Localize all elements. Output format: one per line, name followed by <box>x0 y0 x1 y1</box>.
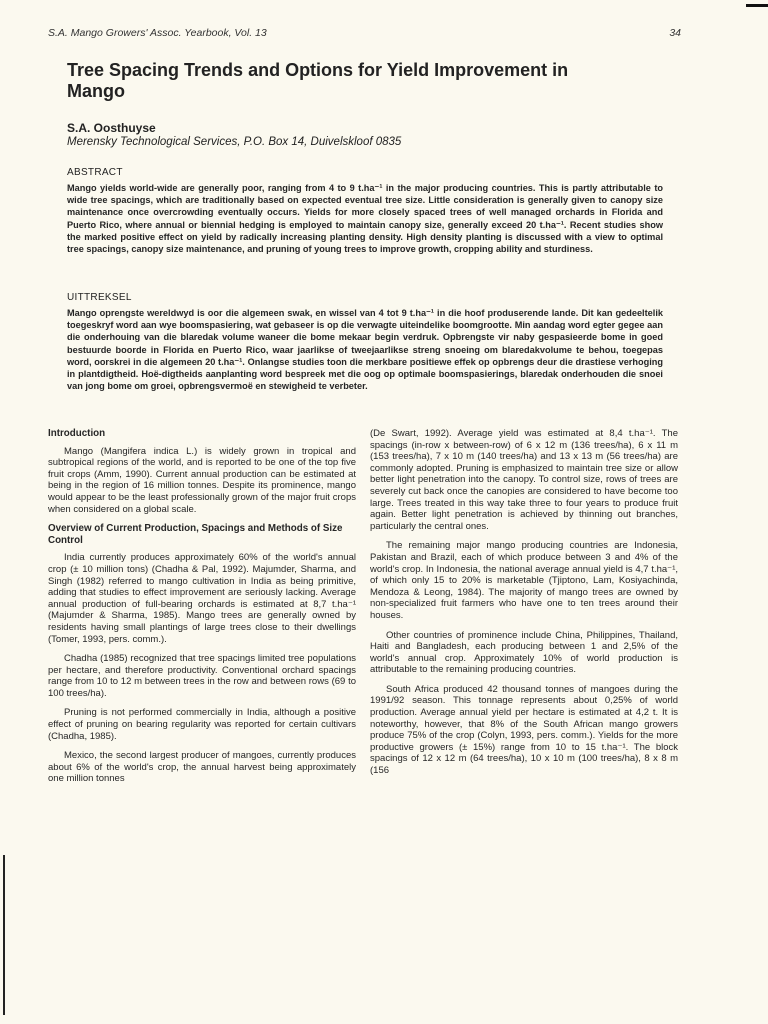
scan-mark <box>746 4 768 7</box>
right-paragraph-2: The remaining major mango producing countries are Indonesia, Pakistan and Brazil, each of which produce between 3 and 4% of the world's crop. In Indonesia, the national average annual yield is 4,7 t.ha⁻¹, of which only 15 to 20% is marketable (Tjiptono, Lam, Kosiyachinda, Mendoza & Leong, 1984). The majority of mango trees are owned by non-specialized fruit farmers who have one to ten trees around their houses. <box>370 540 678 621</box>
overview-paragraph-3: Pruning is not performed commercially in India, although a positive effect of pruning on bearing regularity was reported for certain cultivars (Chadha, 1985). <box>48 707 356 742</box>
overview-heading: Overview of Current Production, Spacings and Methods of Size Control <box>48 523 343 546</box>
left-column <box>48 428 356 793</box>
uittreksel-text: Mango oprengste wereldwyd is oor die algemeen swak, en wissel van 4 tot 9 t.ha⁻¹ in die hoof produserende lande. Dit kan gedeeltelik toegeskryf word aan wye boomspasiering, wat gebaseer is op die verwagte uiteindelike boomgrootte. Min aandag word egter gegee aan die onderhouing van die blaredak volume waneer die bome mekaar begin verdruk. Opbrengste vir naby gespasieerde bome in goed bestuurde boorde in Florida en Puerto Rico, waar jaarlikse of tweejaarlikse streng snoeing om blaredakvolume te behou, toegepas word, oorskrei in die algemeen 20 t.ha⁻¹. Onlangse studies toon die merkbare positiewe effek op opbrengs deur die drastiese verhoging in plantdigtheid. Hoë-digtheids aanplanting word bespreek met die oog op optimale boomspasierings, blaredak onderhouden die snoei van jong bome om groei, opbrengsvermoë en stewigheid te verbeter. <box>67 308 663 392</box>
right-column <box>370 428 678 785</box>
intro-paragraph-1: Mango (Mangifera indica L.) is widely grown in tropical and subtropical regions of the world, and is reported to be one of the top five fruit crops (Amm, 1990). Current annual production can be estimated at being in the region of 16 million tonnes. Despite its prominence, mango would appear to be the least professionally grown of the major fruit crops when considered on a global scale. <box>48 445 356 515</box>
article-title: Tree Spacing Trends and Options for Yield Improvement in Mango <box>67 60 569 101</box>
author-affiliation: Merensky Technological Services, P.O. Box 14, Duivelskloof 0835 <box>67 136 402 148</box>
overview-paragraph-4: Mexico, the second largest producer of mangoes, currently produces about 6% of the world's crop, the annual harvest being approximately one million tonnes <box>48 750 356 785</box>
right-paragraph-3: Other countries of prominence include China, Philippines, Thailand, Haiti and Bangladesh, each producing between 1 and 2,5% of the world's annual crop. Approximately 10% of world production is attributable to the remaining producing countries. <box>370 629 678 676</box>
right-paragraph-4: South Africa produced 42 thousand tonnes of mangoes during the 1991/92 season. This tonnage represents about 0,25% of world production. Average annual yield per hectare is estimated at 4,2 t. It is noteworthy, however, that 8% of the South African mango growers produce 75% of the crop (Colyn, 1993, pers. comm.). Yields for the more productive growers (± 15%) range from 10 to 15 t.ha⁻¹. The block spacings of 12 x 12 m (64 trees/ha), 10 x 10 m (100 trees/ha), 8 x 8 m (156 <box>370 683 678 777</box>
scan-edge-line <box>3 855 5 1015</box>
introduction-heading: Introduction <box>48 428 106 439</box>
abstract-heading: ABSTRACT <box>67 167 123 178</box>
page-number: 34 <box>669 27 681 39</box>
overview-paragraph-2: Chadha (1985) recognized that tree spacings limited tree populations per hectare, and therefore productivity. Conventional orchard spacings range from 10 to 12 m between trees in the row and between rows (69 to 100 trees/ha). <box>48 653 356 699</box>
abstract-text: Mango yields world-wide are generally poor, ranging from 4 to 9 t.ha⁻¹ in the major producing countries. This is partly attributable to wide tree spacings, which are traditionally based on expected eventual tree size. Little consideration is generally given to canopy size maintenance once overcrowding eventually occurs. Yields for more closely spaced trees of well managed orchards in Florida and Puerto Rico, where annual or biennial hedging is employed to maintain canopy size, generally exceed 20 t.ha⁻¹. Recent studies show the marked positive effect on yield by radically increasing planting density. High density planting is discussed with a view to optimal tree spacings, canopy size maintenance, and pruning of young trees to improve growth, cropping ability and sturdiness. <box>67 183 663 255</box>
right-paragraph-1: (De Swart, 1992). Average yield was estimated at 8,4 t.ha⁻¹. The spacings (in-row x between-row) of 6 x 12 m (136 trees/ha), 6 x 11 m (153 trees/ha), 7 x 10 m (140 trees/ha) and 13 x 13 m (56 trees/ha) are commonly adopted. Pruning is emphasized to maintain tree size or allow better light penetration into the canopy. To control size, rows of trees are severely cut back once the canopies are considered to have become too large. Trees treated in this way take three to four years to produce fruit again. Better light penetration is achieved by thinning out branches, particularly the central ones. <box>370 428 678 532</box>
author-name: S.A. Oosthuyse <box>67 121 156 135</box>
uittreksel-heading: UITTREKSEL <box>67 292 132 303</box>
running-head: S.A. Mango Growers' Assoc. Yearbook, Vol. 13 <box>48 27 267 39</box>
overview-paragraph-1: India currently produces approximately 60% of the world's annual crop (± 10 million tons) (Chadha & Pal, 1992). Majumder, Sharma, and Singh (1982) referred to mango cultivation in India as being primitive, adding that studies to effect improvement are seriously lacking. Average annual production of full-bearing orchards is estimated at 8,7 t.ha⁻¹ (Majumder & Sharma, 1985). Mango trees are generally owned by residents having small plantings of large trees close to their dwellings (Tomer, 1993, pers. comm.). <box>48 552 356 645</box>
